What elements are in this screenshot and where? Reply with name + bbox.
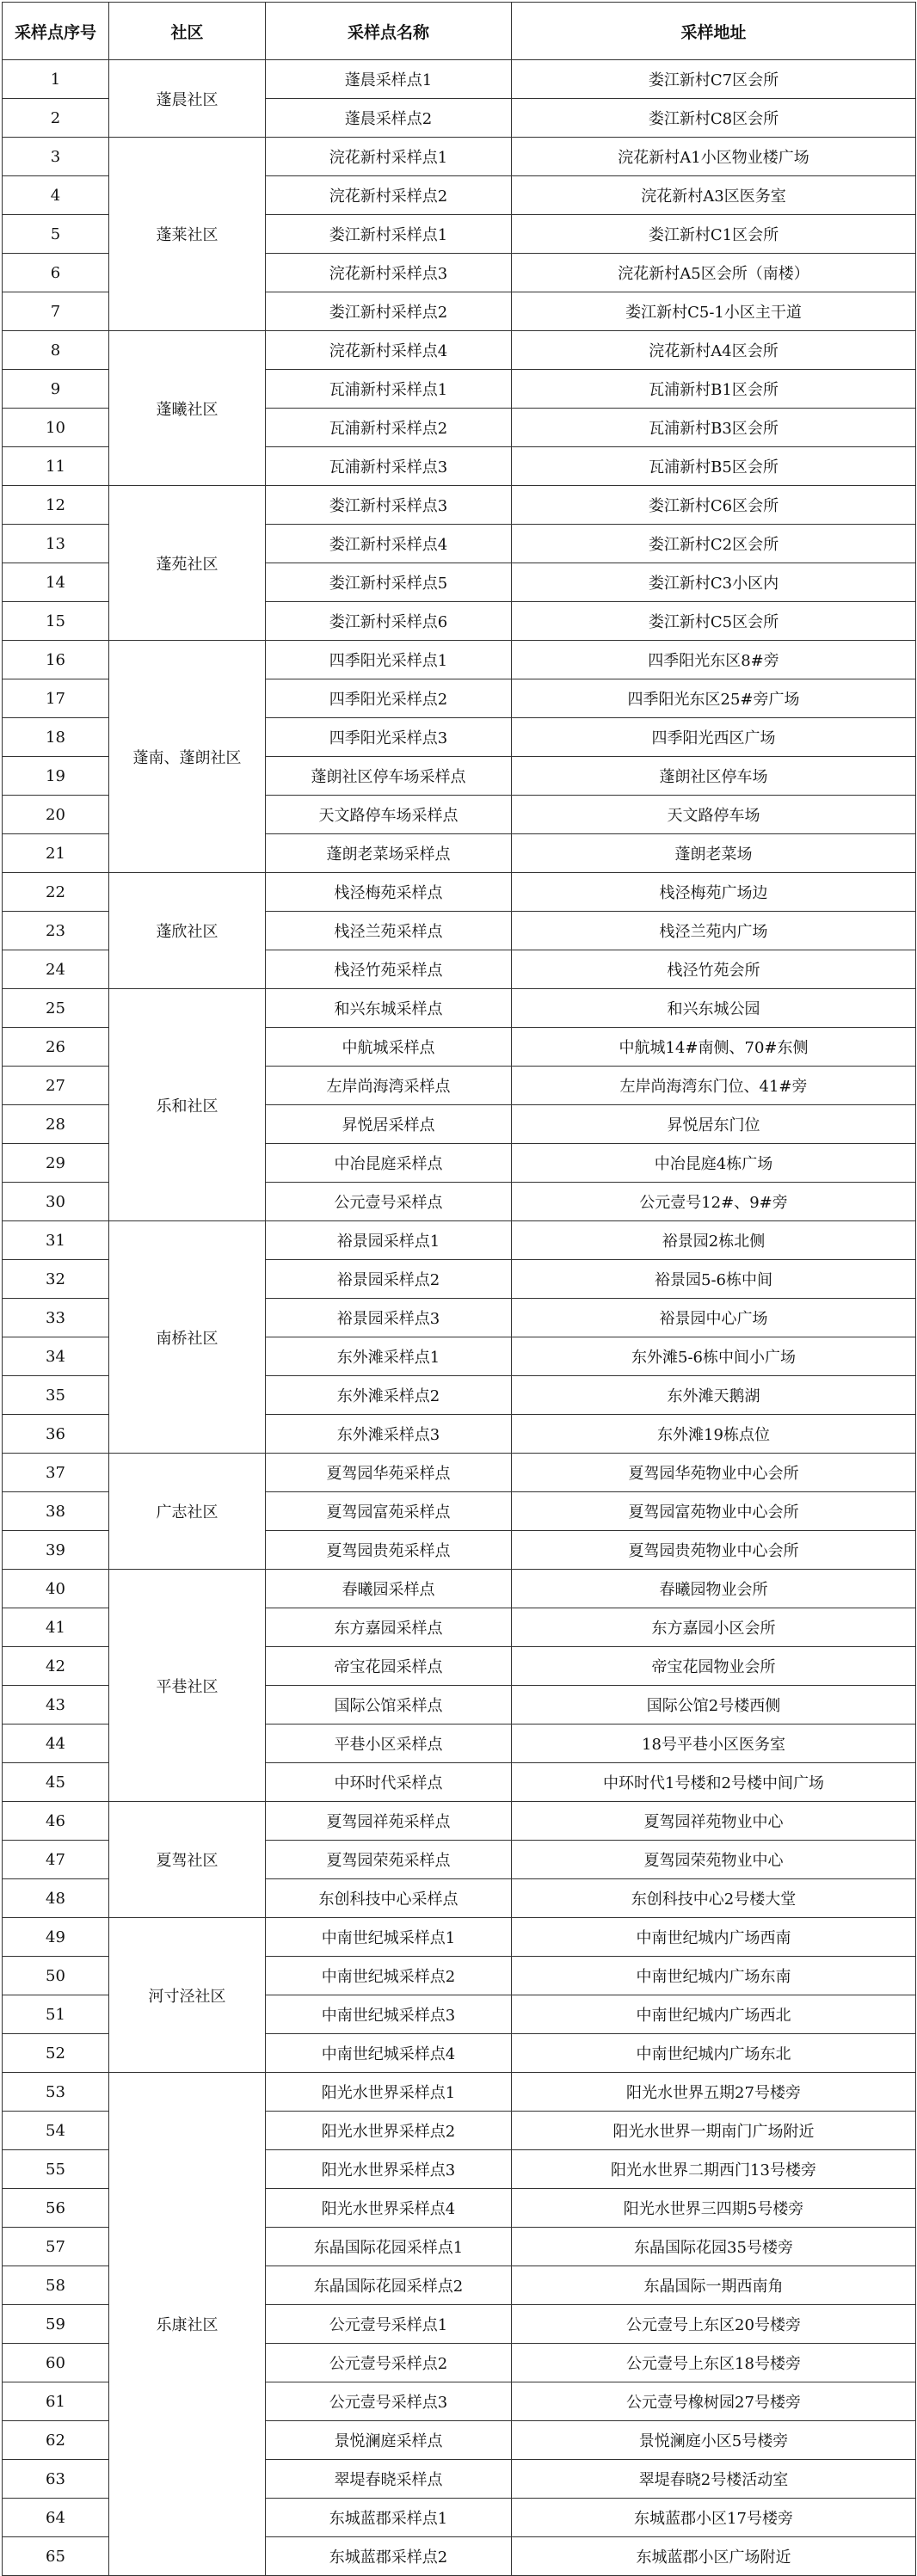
cell-sample-number: 43 (3, 1686, 109, 1725)
cell-sample-number: 1 (3, 60, 109, 99)
cell-sample-point-name: 东城蓝郡采样点2 (266, 2537, 512, 2576)
cell-sample-point-name: 阳光水世界采样点3 (266, 2150, 512, 2189)
table-header (3, 3, 916, 60)
cell-sample-number: 31 (3, 1221, 109, 1260)
cell-sample-address: 翠堤春晓2号楼活动室 (512, 2460, 916, 2499)
cell-sample-number: 51 (3, 1995, 109, 2034)
cell-sample-point-name: 娄江新村采样点4 (266, 525, 512, 563)
cell-sample-address: 夏驾园荣苑物业中心 (512, 1841, 916, 1879)
cell-sample-address: 天文路停车场 (512, 796, 916, 834)
cell-sample-address: 阳光水世界二期西门13号楼旁 (512, 2150, 916, 2189)
cell-sample-number: 9 (3, 370, 109, 409)
cell-sample-address: 帝宝花园物业会所 (512, 1647, 916, 1686)
cell-sample-point-name: 浣花新村采样点1 (266, 138, 512, 176)
cell-sample-number: 44 (3, 1725, 109, 1763)
cell-community: 蓬南、蓬朗社区 (109, 641, 266, 873)
cell-sample-point-name: 东方嘉园采样点 (266, 1608, 512, 1647)
table-body (3, 60, 916, 2576)
cell-sample-address: 浣花新村A4区会所 (512, 331, 916, 370)
table-row (3, 1221, 916, 1260)
cell-sample-address: 瓦浦新村B3区会所 (512, 409, 916, 447)
cell-sample-address: 阳光水世界三四期5号楼旁 (512, 2189, 916, 2228)
cell-sample-number: 12 (3, 486, 109, 525)
cell-sample-address: 娄江新村C8区会所 (512, 99, 916, 138)
table-row (3, 138, 916, 176)
cell-sample-point-name: 娄江新村采样点5 (266, 563, 512, 602)
cell-sample-point-name: 蓬朗社区停车场采样点 (266, 757, 512, 796)
cell-sample-address: 娄江新村C1区会所 (512, 215, 916, 254)
sampling-points-table (2, 2, 916, 2576)
cell-sample-point-name: 翠堤春晓采样点 (266, 2460, 512, 2499)
cell-sample-number: 5 (3, 215, 109, 254)
cell-sample-number: 60 (3, 2344, 109, 2382)
cell-sample-number: 3 (3, 138, 109, 176)
cell-sample-point-name: 瓦浦新村采样点2 (266, 409, 512, 447)
cell-sample-number: 64 (3, 2499, 109, 2537)
cell-sample-number: 36 (3, 1415, 109, 1454)
cell-sample-address: 公元壹号橡树园27号楼旁 (512, 2382, 916, 2421)
cell-sample-point-name: 公元壹号采样点 (266, 1183, 512, 1221)
table-row (3, 60, 916, 99)
cell-community: 乐康社区 (109, 2073, 266, 2576)
cell-sample-number: 49 (3, 1918, 109, 1957)
cell-sample-point-name: 中南世纪城采样点4 (266, 2034, 512, 2073)
cell-sample-number: 61 (3, 2382, 109, 2421)
cell-sample-address: 国际公馆2号楼西侧 (512, 1686, 916, 1725)
cell-sample-address: 东城蓝郡小区广场附近 (512, 2537, 916, 2576)
cell-sample-point-name: 夏驾园祥苑采样点 (266, 1802, 512, 1841)
cell-sample-point-name: 栈泾兰苑采样点 (266, 912, 512, 950)
cell-sample-number: 28 (3, 1105, 109, 1144)
cell-sample-point-name: 阳光水世界采样点2 (266, 2112, 512, 2150)
cell-sample-number: 45 (3, 1763, 109, 1802)
cell-sample-address: 阳光水世界一期南门广场附近 (512, 2112, 916, 2150)
cell-sample-number: 19 (3, 757, 109, 796)
cell-sample-number: 40 (3, 1570, 109, 1608)
cell-sample-point-name: 东外滩采样点2 (266, 1376, 512, 1415)
cell-sample-point-name: 四季阳光采样点1 (266, 641, 512, 679)
table-row (3, 2073, 916, 2112)
cell-sample-point-name: 阳光水世界采样点1 (266, 2073, 512, 2112)
cell-sample-address: 四季阳光东区25#旁广场 (512, 679, 916, 718)
cell-sample-number: 13 (3, 525, 109, 563)
cell-sample-address: 昇悦居东门位 (512, 1105, 916, 1144)
cell-sample-number: 8 (3, 331, 109, 370)
cell-sample-address: 东晶国际一期西南角 (512, 2266, 916, 2305)
cell-sample-point-name: 东晶国际花园采样点2 (266, 2266, 512, 2305)
cell-sample-address: 和兴东城公园 (512, 989, 916, 1028)
cell-sample-address: 瓦浦新村B5区会所 (512, 447, 916, 486)
cell-sample-address: 瓦浦新村B1区会所 (512, 370, 916, 409)
cell-sample-address: 中南世纪城内广场东南 (512, 1957, 916, 1995)
cell-sample-point-name: 左岸尚海湾采样点 (266, 1067, 512, 1105)
cell-sample-address: 浣花新村A5区会所（南楼） (512, 254, 916, 292)
cell-sample-address: 春曦园物业会所 (512, 1570, 916, 1608)
cell-sample-point-name: 蓬晨采样点1 (266, 60, 512, 99)
cell-sample-point-name: 娄江新村采样点6 (266, 602, 512, 641)
cell-sample-point-name: 蓬晨采样点2 (266, 99, 512, 138)
cell-sample-number: 42 (3, 1647, 109, 1686)
cell-sample-point-name: 夏驾园贵苑采样点 (266, 1531, 512, 1570)
cell-sample-number: 41 (3, 1608, 109, 1647)
cell-sample-address: 裕景园5-6栋中间 (512, 1260, 916, 1299)
cell-sample-point-name: 瓦浦新村采样点3 (266, 447, 512, 486)
cell-sample-point-name: 四季阳光采样点3 (266, 718, 512, 757)
cell-sample-address: 公元壹号12#、9#旁 (512, 1183, 916, 1221)
cell-sample-number: 47 (3, 1841, 109, 1879)
header-sample-point-name: 采样点名称 (266, 3, 512, 60)
cell-sample-address: 娄江新村C6区会所 (512, 486, 916, 525)
cell-community: 南桥社区 (109, 1221, 266, 1454)
cell-sample-point-name: 蓬朗老菜场采样点 (266, 834, 512, 873)
cell-sample-address: 蓬朗社区停车场 (512, 757, 916, 796)
cell-sample-address: 栈泾兰苑内广场 (512, 912, 916, 950)
cell-sample-point-name: 浣花新村采样点4 (266, 331, 512, 370)
cell-sample-address: 中南世纪城内广场西北 (512, 1995, 916, 2034)
cell-sample-number: 27 (3, 1067, 109, 1105)
cell-sample-address: 裕景园2栋北侧 (512, 1221, 916, 1260)
cell-sample-address: 中南世纪城内广场东北 (512, 2034, 916, 2073)
cell-sample-address: 夏驾园华苑物业中心会所 (512, 1454, 916, 1492)
cell-sample-address: 娄江新村C5区会所 (512, 602, 916, 641)
cell-sample-address: 阳光水世界五期27号楼旁 (512, 2073, 916, 2112)
cell-sample-address: 娄江新村C7区会所 (512, 60, 916, 99)
cell-sample-number: 16 (3, 641, 109, 679)
cell-sample-number: 55 (3, 2150, 109, 2189)
cell-sample-address: 东晶国际花园35号楼旁 (512, 2228, 916, 2266)
sampling-points-document (2, 2, 915, 2576)
cell-sample-point-name: 和兴东城采样点 (266, 989, 512, 1028)
cell-sample-number: 53 (3, 2073, 109, 2112)
cell-sample-point-name: 娄江新村采样点3 (266, 486, 512, 525)
cell-sample-point-name: 裕景园采样点1 (266, 1221, 512, 1260)
cell-sample-point-name: 浣花新村采样点3 (266, 254, 512, 292)
cell-sample-address: 夏驾园贵苑物业中心会所 (512, 1531, 916, 1570)
cell-sample-point-name: 东外滩采样点1 (266, 1337, 512, 1376)
cell-sample-point-name: 四季阳光采样点2 (266, 679, 512, 718)
cell-sample-address: 浣花新村A1小区物业楼广场 (512, 138, 916, 176)
cell-sample-point-name: 天文路停车场采样点 (266, 796, 512, 834)
cell-sample-point-name: 中南世纪城采样点3 (266, 1995, 512, 2034)
table-row (3, 1918, 916, 1957)
cell-sample-address: 东外滩5-6栋中间小广场 (512, 1337, 916, 1376)
cell-sample-point-name: 夏驾园华苑采样点 (266, 1454, 512, 1492)
cell-sample-point-name: 东晶国际花园采样点1 (266, 2228, 512, 2266)
cell-sample-point-name: 东外滩采样点3 (266, 1415, 512, 1454)
cell-sample-point-name: 栈泾梅苑采样点 (266, 873, 512, 912)
cell-sample-address: 娄江新村C2区会所 (512, 525, 916, 563)
cell-community: 平巷社区 (109, 1570, 266, 1802)
cell-sample-point-name: 娄江新村采样点2 (266, 292, 512, 331)
cell-sample-number: 17 (3, 679, 109, 718)
cell-sample-address: 中冶昆庭4栋广场 (512, 1144, 916, 1183)
cell-sample-address: 东外滩天鹅湖 (512, 1376, 916, 1415)
cell-sample-number: 32 (3, 1260, 109, 1299)
cell-sample-address: 栈泾竹苑会所 (512, 950, 916, 989)
cell-sample-point-name: 公元壹号采样点1 (266, 2305, 512, 2344)
cell-sample-number: 18 (3, 718, 109, 757)
cell-sample-address: 中航城14#南侧、70#东侧 (512, 1028, 916, 1067)
cell-sample-number: 20 (3, 796, 109, 834)
cell-sample-point-name: 帝宝花园采样点 (266, 1647, 512, 1686)
cell-sample-address: 栈泾梅苑广场边 (512, 873, 916, 912)
cell-sample-number: 2 (3, 99, 109, 138)
cell-sample-number: 58 (3, 2266, 109, 2305)
cell-sample-number: 4 (3, 176, 109, 215)
header-row (3, 3, 916, 60)
table-row (3, 1454, 916, 1492)
cell-sample-number: 50 (3, 1957, 109, 1995)
cell-sample-number: 33 (3, 1299, 109, 1337)
cell-community: 夏驾社区 (109, 1802, 266, 1918)
cell-sample-point-name: 娄江新村采样点1 (266, 215, 512, 254)
cell-sample-address: 裕景园中心广场 (512, 1299, 916, 1337)
cell-sample-number: 15 (3, 602, 109, 641)
cell-sample-address: 左岸尚海湾东门位、41#旁 (512, 1067, 916, 1105)
cell-sample-number: 24 (3, 950, 109, 989)
cell-sample-address: 东方嘉园小区会所 (512, 1608, 916, 1647)
cell-sample-number: 7 (3, 292, 109, 331)
table-row (3, 873, 916, 912)
header-community: 社区 (109, 3, 266, 60)
cell-sample-number: 22 (3, 873, 109, 912)
cell-sample-number: 30 (3, 1183, 109, 1221)
cell-community: 蓬苑社区 (109, 486, 266, 641)
cell-sample-address: 娄江新村C5-1小区主干道 (512, 292, 916, 331)
cell-sample-point-name: 景悦澜庭采样点 (266, 2421, 512, 2460)
cell-sample-number: 56 (3, 2189, 109, 2228)
cell-sample-address: 中环时代1号楼和2号楼中间广场 (512, 1763, 916, 1802)
cell-sample-number: 21 (3, 834, 109, 873)
table-row (3, 331, 916, 370)
cell-sample-address: 浣花新村A3区医务室 (512, 176, 916, 215)
cell-sample-number: 63 (3, 2460, 109, 2499)
cell-sample-number: 38 (3, 1492, 109, 1531)
cell-sample-address: 四季阳光西区广场 (512, 718, 916, 757)
cell-sample-number: 62 (3, 2421, 109, 2460)
cell-sample-address: 公元壹号上东区20号楼旁 (512, 2305, 916, 2344)
cell-sample-number: 6 (3, 254, 109, 292)
cell-sample-point-name: 春曦园采样点 (266, 1570, 512, 1608)
cell-sample-point-name: 东创科技中心采样点 (266, 1879, 512, 1918)
header-sample-number: 采样点序号 (3, 3, 109, 60)
cell-community: 蓬曦社区 (109, 331, 266, 486)
cell-sample-point-name: 中南世纪城采样点1 (266, 1918, 512, 1957)
cell-community: 蓬莱社区 (109, 138, 266, 331)
cell-community: 广志社区 (109, 1454, 266, 1570)
cell-community: 河寸泾社区 (109, 1918, 266, 2073)
cell-sample-number: 34 (3, 1337, 109, 1376)
cell-sample-number: 46 (3, 1802, 109, 1841)
cell-sample-point-name: 栈泾竹苑采样点 (266, 950, 512, 989)
cell-sample-address: 公元壹号上东区18号楼旁 (512, 2344, 916, 2382)
table-row (3, 1570, 916, 1608)
cell-sample-address: 东城蓝郡小区17号楼旁 (512, 2499, 916, 2537)
cell-sample-point-name: 瓦浦新村采样点1 (266, 370, 512, 409)
cell-sample-point-name: 裕景园采样点3 (266, 1299, 512, 1337)
cell-sample-point-name: 公元壹号采样点3 (266, 2382, 512, 2421)
header-sample-address: 采样地址 (512, 3, 916, 60)
cell-sample-number: 59 (3, 2305, 109, 2344)
cell-community: 蓬欣社区 (109, 873, 266, 989)
cell-sample-address: 东创科技中心2号楼大堂 (512, 1879, 916, 1918)
cell-sample-number: 35 (3, 1376, 109, 1415)
cell-community: 乐和社区 (109, 989, 266, 1221)
cell-sample-point-name: 浣花新村采样点2 (266, 176, 512, 215)
cell-sample-point-name: 裕景园采样点2 (266, 1260, 512, 1299)
cell-sample-number: 14 (3, 563, 109, 602)
table-row (3, 486, 916, 525)
cell-sample-number: 54 (3, 2112, 109, 2150)
cell-sample-address: 18号平巷小区医务室 (512, 1725, 916, 1763)
cell-sample-address: 景悦澜庭小区5号楼旁 (512, 2421, 916, 2460)
cell-sample-point-name: 夏驾园富苑采样点 (266, 1492, 512, 1531)
cell-sample-number: 48 (3, 1879, 109, 1918)
cell-sample-number: 57 (3, 2228, 109, 2266)
cell-sample-point-name: 阳光水世界采样点4 (266, 2189, 512, 2228)
cell-sample-address: 蓬朗老菜场 (512, 834, 916, 873)
cell-sample-number: 65 (3, 2537, 109, 2576)
cell-sample-number: 52 (3, 2034, 109, 2073)
cell-sample-point-name: 公元壹号采样点2 (266, 2344, 512, 2382)
table-row (3, 989, 916, 1028)
cell-sample-number: 23 (3, 912, 109, 950)
cell-sample-point-name: 夏驾园荣苑采样点 (266, 1841, 512, 1879)
cell-sample-point-name: 中环时代采样点 (266, 1763, 512, 1802)
cell-sample-point-name: 中南世纪城采样点2 (266, 1957, 512, 1995)
cell-sample-point-name: 中冶昆庭采样点 (266, 1144, 512, 1183)
cell-sample-number: 39 (3, 1531, 109, 1570)
cell-sample-address: 娄江新村C3小区内 (512, 563, 916, 602)
cell-sample-point-name: 中航城采样点 (266, 1028, 512, 1067)
cell-sample-address: 东外滩19栋点位 (512, 1415, 916, 1454)
cell-sample-point-name: 平巷小区采样点 (266, 1725, 512, 1763)
table-row (3, 641, 916, 679)
cell-sample-number: 11 (3, 447, 109, 486)
cell-sample-number: 25 (3, 989, 109, 1028)
cell-sample-point-name: 国际公馆采样点 (266, 1686, 512, 1725)
cell-sample-point-name: 昇悦居采样点 (266, 1105, 512, 1144)
cell-sample-address: 夏驾园富苑物业中心会所 (512, 1492, 916, 1531)
cell-sample-number: 10 (3, 409, 109, 447)
table-row (3, 1802, 916, 1841)
cell-sample-number: 37 (3, 1454, 109, 1492)
cell-sample-address: 中南世纪城内广场西南 (512, 1918, 916, 1957)
cell-sample-point-name: 东城蓝郡采样点1 (266, 2499, 512, 2537)
cell-sample-address: 夏驾园祥苑物业中心 (512, 1802, 916, 1841)
cell-sample-number: 26 (3, 1028, 109, 1067)
cell-sample-address: 四季阳光东区8#旁 (512, 641, 916, 679)
cell-community: 蓬晨社区 (109, 60, 266, 138)
cell-sample-number: 29 (3, 1144, 109, 1183)
